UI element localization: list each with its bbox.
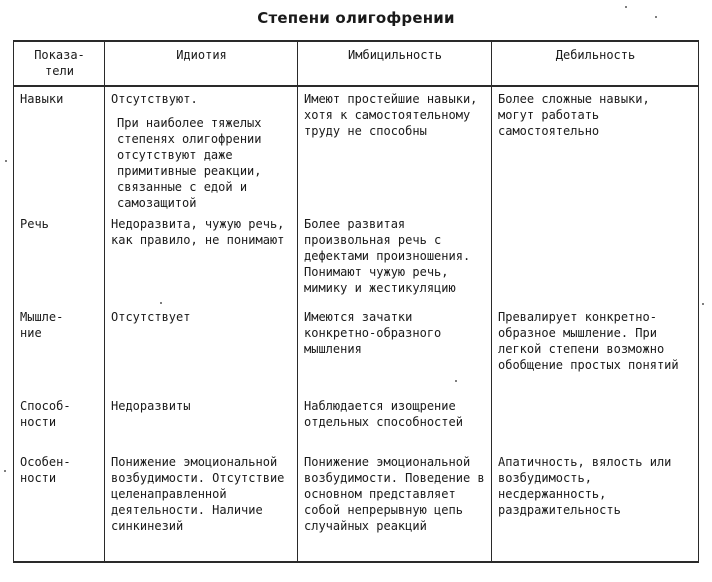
scan-speck: [5, 160, 7, 162]
scan-speck: [702, 303, 704, 305]
imbecility-cell: Имеются зачатки конкретно-образного мышления: [298, 305, 492, 394]
scan-speck: [4, 470, 6, 472]
debility-cell: Более сложные навыки, могут работать самостоятельно: [492, 86, 699, 212]
row-label: Способ- ности: [14, 394, 105, 450]
row-label: Мышле- ние: [14, 305, 105, 394]
debility-cell: Апатичность, вялость или возбудимость, несдержанность, раздражительность: [492, 450, 699, 562]
cell-text: Понижение эмоциональной возбудимости. Отсутствие целенаправленной деятельности. Наличие синкинезий: [111, 455, 285, 533]
cell-text: При наиболее тяжелых степенях олигофрении отсутствуют даже примитивные реакции, связанные с едой и самозащитой: [117, 116, 262, 210]
cell-text: Отсутствует: [111, 310, 191, 324]
oligophrenia-degrees-table: [13, 40, 699, 563]
scan-speck: [655, 16, 657, 18]
scan-speck: [455, 380, 457, 382]
debility-cell: [492, 212, 699, 305]
imbecility-cell: Наблюдается изощрение отдельных способностей: [298, 394, 492, 450]
table-row: [14, 394, 699, 450]
idiocy-cell: [105, 305, 298, 394]
table-row: [14, 305, 699, 394]
cell-text: Недоразвиты: [111, 399, 191, 413]
header-idiocy: Идиотия: [105, 41, 298, 86]
header-imbecility: Имбицильность: [298, 41, 492, 86]
idiocy-cell: [105, 86, 298, 212]
scan-speck: [160, 302, 162, 304]
debility-cell: [492, 394, 699, 450]
page-title: Степени олигофрении: [257, 9, 455, 27]
debility-cell: Превалирует конкретно-образное мышление. При легкой степени возможно обобщение простых понятий: [492, 305, 699, 394]
scan-speck: [625, 6, 627, 8]
idiocy-cell: [105, 394, 298, 450]
idiocy-cell: [105, 212, 298, 305]
imbecility-cell: Понижение эмоциональной возбудимости. Поведение в основном представляет собой непрерывную цепь случайных реакций: [298, 450, 492, 562]
header-indicators: Показа- тели: [14, 41, 105, 86]
row-label: Особен- ности: [14, 450, 105, 562]
cell-text: Отсутствуют.: [111, 92, 198, 106]
table-row: [14, 212, 699, 305]
row-label: Навыки: [14, 86, 105, 212]
idiocy-cell: [105, 450, 298, 562]
header-debility: Дебильность: [492, 41, 699, 86]
table-row: [14, 450, 699, 562]
cell-text: Недоразвита, чужую речь, как правило, не понимают: [111, 217, 285, 247]
imbecility-cell: Более развитая произвольная речь с дефектами произношения. Понимают чужую речь, мимику и жестикуляцию: [298, 212, 492, 305]
row-label: Речь: [14, 212, 105, 305]
table-row: [14, 86, 699, 212]
header-row: [14, 41, 699, 86]
imbecility-cell: Имеют простейшие навыки, хотя к самостоятельному труду не способны: [298, 86, 492, 212]
